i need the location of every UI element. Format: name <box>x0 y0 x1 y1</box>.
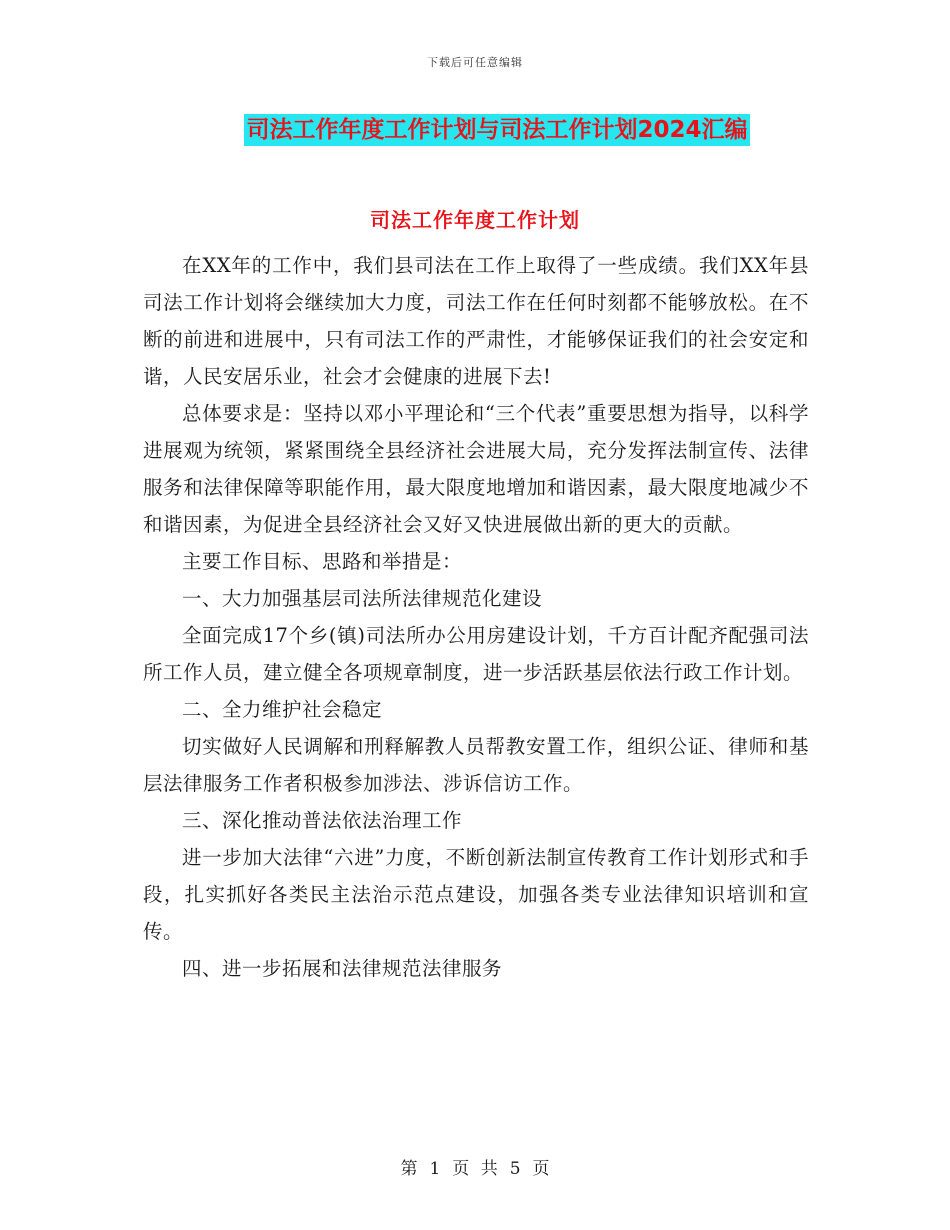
paragraph-main-goals: 主要工作目标、思路和举措是： <box>182 550 463 573</box>
document-title: 司法工作年度工作计划与司法工作计划2024汇编 <box>244 114 749 146</box>
footer-prefix: 第 <box>400 1159 418 1179</box>
paragraph-overall-requirements: 总体要求是：坚持以邓小平理论和“三个代表”重要思想为指导，以科学进展观为统领，紧紧围绕全县经济社会进展大局，充分发挥法制宣传、法律服务和法律保障等职能作用，最大限度地增加和谐因素，最大限度地减少不和谐因素，为促进全县经济社会又好又快进展做出新的更大的贡献。 <box>143 402 809 536</box>
footer-middle: 页 共 <box>452 1159 498 1179</box>
section-title: 司法工作年度工作计划 <box>370 208 580 232</box>
paragraph-intro: 在XX年的工作中，我们县司法在工作上取得了一些成绩。我们XX年县司法工作计划将会继续加大力度，司法工作在任何时刻都不能够放松。在不断的前进和进展中，只有司法工作的严肃性，才能够保证我们的社会安定和谐，人民安居乐业，社会才会健康的进展下去! <box>143 254 809 388</box>
paragraph-item-3: 进一步加大法律“六进”力度，不断创新法制宣传教育工作计划形式和手段，扎实抓好各类民主法治示范点建设，加强各类专业法律知识培训和宣传。 <box>143 846 809 943</box>
heading-item-1: 一、大力加强基层司法所法律规范化建设 <box>182 587 543 610</box>
heading-item-2: 二、全力维护社会稳定 <box>182 698 383 721</box>
paragraph-item-1: 全面完成17个乡(镇)司法所办公用房建设计划，千方百计配齐配强司法所工作人员，建立健全各项规章制度，进一步活跃基层依法行政工作计划。 <box>143 624 809 684</box>
document-body <box>143 247 809 987</box>
footer-total-pages: 5 <box>509 1159 521 1179</box>
heading-item-3: 三、深化推动普法依法治理工作 <box>182 809 463 832</box>
footer-current-page: 1 <box>429 1159 441 1179</box>
page-number-footer <box>0 1154 950 1179</box>
paragraph-item-2: 切实做好人民调解和刑释解教人员帮教安置工作，组织公证、律师和基层法律服务工作者积极参加涉法、涉诉信访工作。 <box>143 735 809 795</box>
header-note: 下载后可任意编辑 <box>427 56 523 69</box>
footer-suffix: 页 <box>532 1159 550 1179</box>
document-title-container <box>0 114 950 146</box>
heading-item-4: 四、进一步拓展和法律规范法律服务 <box>182 957 503 980</box>
